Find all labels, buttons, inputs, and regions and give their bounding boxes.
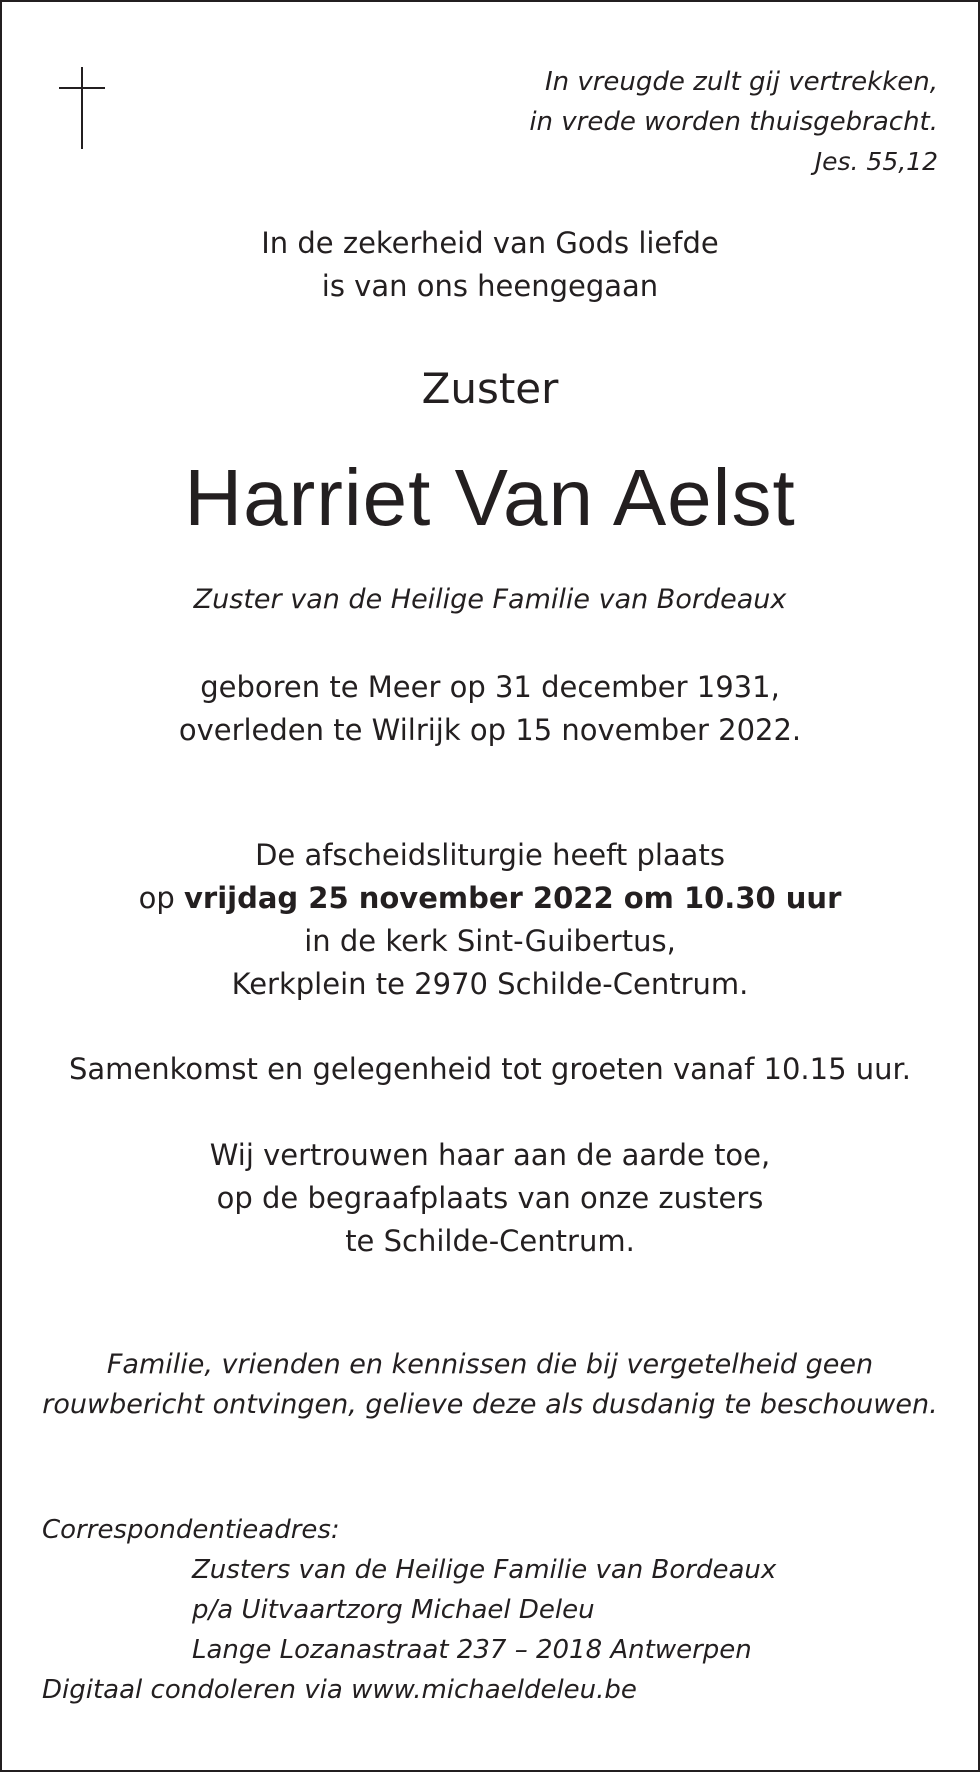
liturgy-line-2 — [2, 877, 978, 920]
intro-line-2: is van ons heengegaan — [321, 269, 659, 303]
correspondence-address — [42, 1510, 776, 1710]
deceased-name: Harriet Van Aelst — [184, 453, 796, 542]
liturgy-line-4: Kerkplein te 2970 Schilde-Centrum. — [231, 967, 749, 1001]
burial-line-1: Wij vertrouwen haar aan de aarde toe, — [209, 1138, 771, 1172]
gathering-text: Samenkomst en gelegenheid tot groeten vanaf 10.15 uur. — [68, 1052, 911, 1086]
quote-reference: Jes. 55,12 — [814, 147, 938, 176]
quote-line-2: in vrede worden thuisgebracht. — [529, 107, 938, 137]
liturgy-line-1: De afscheidsliturgie heeft plaats — [255, 838, 725, 872]
funeral-liturgy — [2, 834, 978, 1006]
cross-icon — [59, 67, 105, 149]
life-dates — [2, 666, 978, 752]
intro-text — [2, 222, 978, 308]
burial-line-2: op de begraafplaats van onze zusters — [216, 1181, 764, 1215]
religious-order: Zuster van de Heilige Familie van Bordeaux — [193, 584, 787, 615]
burial-text — [2, 1134, 978, 1263]
bible-quote — [529, 62, 938, 182]
death-line: overleden te Wilrijk op 15 november 2022. — [178, 713, 802, 747]
birth-line: geboren te Meer op 31 december 1931, — [200, 670, 780, 704]
burial-line-3: te Schilde-Centrum. — [345, 1224, 635, 1258]
correspondence-label: Correspondentieadres: — [42, 1515, 340, 1545]
condolence-line: Digitaal condoleren via www.michaeldeleu.be — [42, 1675, 637, 1705]
notice-line-1: Familie, vrienden en kennissen die bij vergetelheid geen — [106, 1349, 874, 1380]
correspondence-line-3: Lange Lozanastraat 237 – 2018 Antwerpen — [192, 1635, 752, 1665]
quote-line-1: In vreugde zult gij vertrekken, — [544, 67, 938, 97]
notice-text — [2, 1345, 978, 1425]
correspondence-line-2: p/a Uitvaartzorg Michael Deleu — [192, 1595, 595, 1625]
intro-line-1: In de zekerheid van Gods liefde — [261, 226, 719, 260]
correspondence-line-1: Zusters van de Heilige Familie van Bordeaux — [192, 1555, 777, 1585]
notice-line-2: rouwbericht ontvingen, gelieve deze als dusdanig te beschouwen. — [42, 1389, 938, 1420]
deceased-title: Zuster — [421, 364, 559, 413]
liturgy-prefix: op — [138, 881, 175, 915]
liturgy-datetime: vrijdag 25 november 2022 om 10.30 uur — [184, 881, 842, 915]
liturgy-line-3: in de kerk Sint-Guibertus, — [304, 924, 676, 958]
